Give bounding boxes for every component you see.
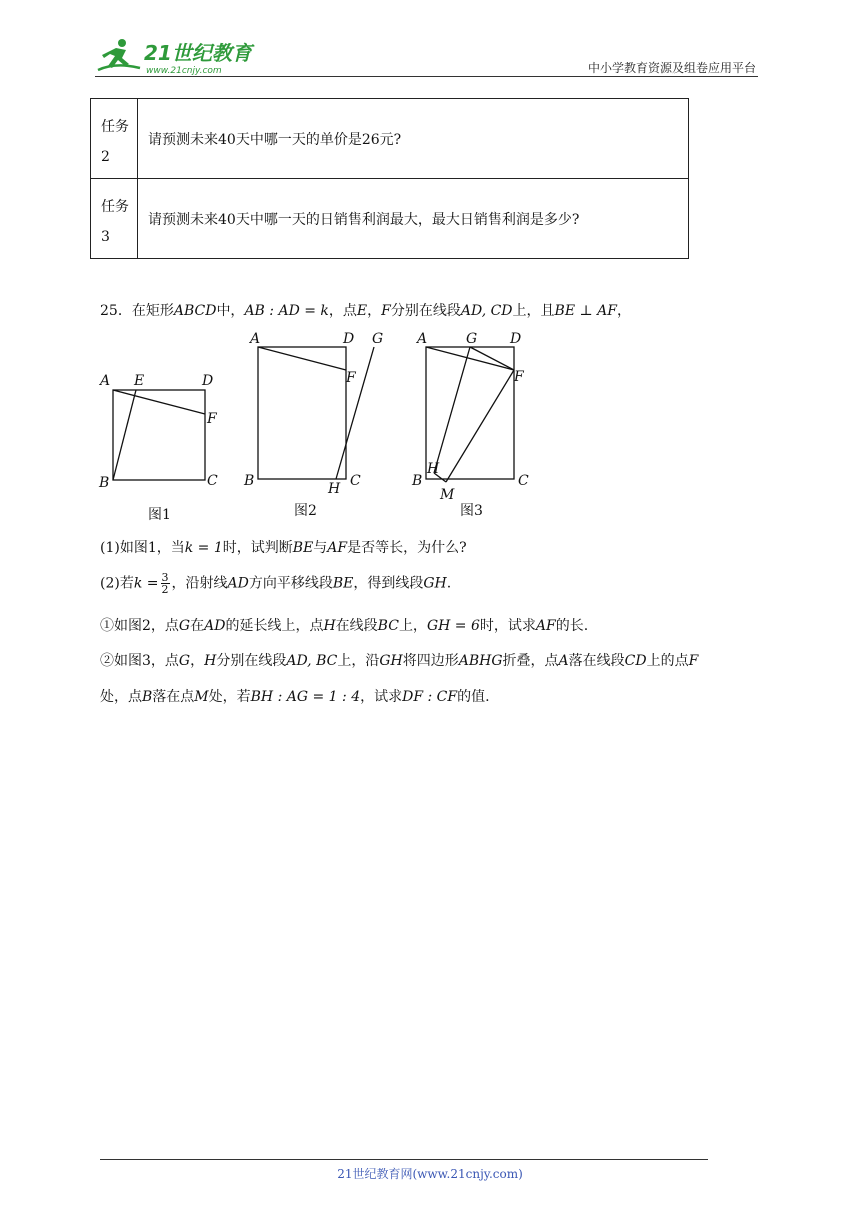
figure-caption: 图3 bbox=[460, 503, 483, 519]
label-B: B bbox=[99, 475, 110, 491]
table-row bbox=[91, 99, 689, 179]
label-G: G bbox=[466, 331, 478, 347]
label-C: C bbox=[350, 473, 361, 489]
label-B: B bbox=[412, 473, 423, 489]
label-A: A bbox=[417, 331, 428, 347]
logo-text: 21世纪教育 bbox=[144, 41, 252, 65]
table-row bbox=[91, 179, 689, 259]
logo-url: www.21cnjy.com bbox=[146, 66, 222, 76]
label-F: F bbox=[346, 370, 356, 386]
label-F: F bbox=[207, 411, 217, 427]
figure-2 bbox=[258, 347, 374, 479]
task-label: 任务 3 bbox=[91, 179, 138, 259]
label-A: A bbox=[100, 373, 111, 389]
label-E: E bbox=[134, 373, 145, 389]
part-2: (2)若k = $\frac{3}{2}$ ，沿射线AD方向平移线段BE，得到线段GH. bbox=[100, 571, 452, 596]
label-D: D bbox=[510, 331, 522, 347]
footer-link[interactable]: 21世纪教育网(www.21cnjy.com) bbox=[337, 1167, 523, 1181]
figure-caption: 图1 bbox=[148, 507, 171, 523]
question-stem: 25．在矩形ABCD中，AB : AD = k，点E，F分别在线段AD, CD上，且BE ⊥ AF， bbox=[100, 303, 631, 319]
task-text: 请预测未来40天中哪一天的日销售利润最大，最大日销售利润是多少? bbox=[138, 179, 689, 259]
sub-question-1: ①如图2，点G在AD的延长线上，点H在线段BC上，GH = 6时，试求AF的长. bbox=[100, 618, 589, 634]
figure-1 bbox=[113, 390, 205, 480]
runner-icon bbox=[98, 39, 140, 70]
task-label: 任务 2 bbox=[91, 99, 138, 179]
label-A: A bbox=[250, 331, 261, 347]
label-G: G bbox=[372, 331, 384, 347]
label-H: H bbox=[427, 461, 440, 477]
footer-divider bbox=[100, 1159, 708, 1160]
sub-question-2-line-1: ②如图3，点G，H分别在线段AD, BC上，沿GH将四边形ABHG折叠，点A落在线段CD上的点F bbox=[100, 653, 699, 669]
header-divider bbox=[95, 76, 758, 77]
platform-name: 中小学教育资源及组卷应用平台 bbox=[587, 61, 756, 75]
label-C: C bbox=[207, 473, 218, 489]
sub-question-2-line-2: 处，点B落在点M处，若BH : AG = 1 : 4，试求DF : CF的值. bbox=[100, 689, 490, 705]
label-M: M bbox=[440, 487, 455, 503]
task-table bbox=[90, 98, 689, 259]
label-B: B bbox=[244, 473, 255, 489]
task-text: 请预测未来40天中哪一天的单价是26元? bbox=[138, 99, 689, 179]
label-F: F bbox=[514, 369, 524, 385]
label-D: D bbox=[343, 331, 355, 347]
fraction: $\frac{3}{2}$ bbox=[161, 571, 169, 596]
figure-caption: 图2 bbox=[294, 503, 317, 519]
label-C: C bbox=[518, 473, 529, 489]
label-H: H bbox=[328, 481, 341, 497]
geometry-figures bbox=[90, 325, 650, 525]
label-D: D bbox=[202, 373, 214, 389]
part-1: (1)如图1，当k = 1时，试判断BE与AF是否等长，为什么? bbox=[100, 540, 467, 556]
logo bbox=[96, 36, 266, 76]
